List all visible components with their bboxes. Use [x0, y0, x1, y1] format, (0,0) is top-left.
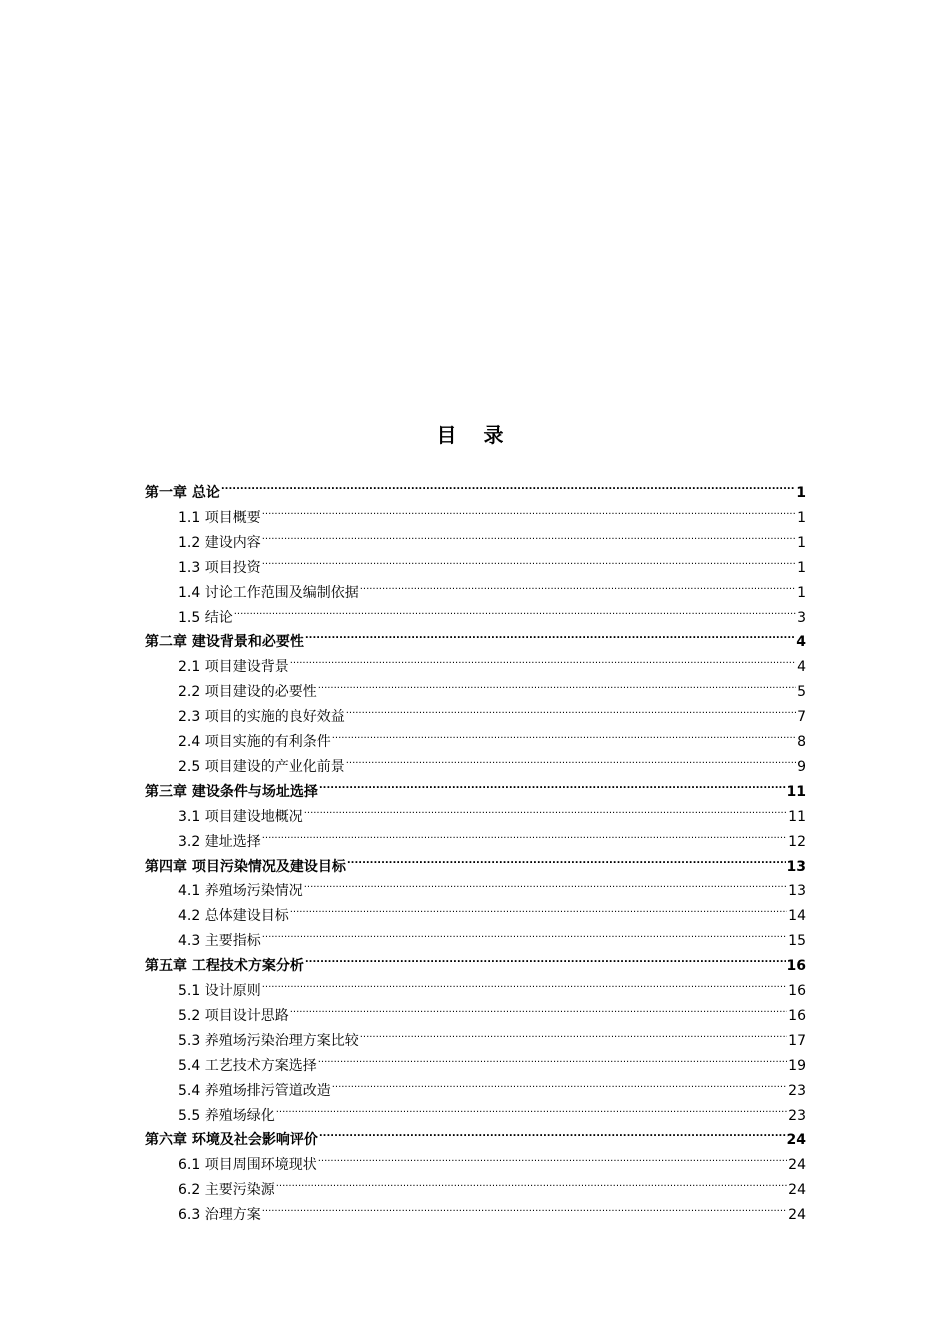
toc-page-number: 12 [788, 833, 806, 850]
toc-chapter-entry[interactable] [145, 622, 806, 651]
toc-section-entry[interactable] [178, 697, 806, 726]
toc-entry-label: 第六章 环境及社会影响评价 [145, 1132, 318, 1149]
toc-page-number: 23 [788, 1082, 806, 1099]
toc-entry-label: 4.1 养殖场污染情况 [178, 883, 303, 900]
toc-entry-label: 1.4 讨论工作范围及编制依据 [178, 584, 359, 601]
toc-page-number: 13 [788, 883, 806, 900]
toc-page-number: 14 [788, 908, 806, 925]
toc-page-number: 1 [797, 559, 806, 576]
toc-dot-leader [262, 971, 787, 995]
toc-entry-label: 5.1 设计原则 [178, 983, 261, 999]
toc-dot-leader [332, 1071, 787, 1095]
toc-dot-leader [221, 473, 795, 497]
toc-dot-leader [304, 797, 787, 821]
toc-page-number: 24 [788, 1207, 806, 1224]
toc-chapter-entry[interactable] [145, 946, 806, 975]
toc-dot-leader [305, 622, 795, 646]
toc-entry-label: 2.3 项目的实施的良好效益 [178, 709, 345, 726]
toc-dot-leader [234, 598, 796, 622]
toc-entry-label: 6.2 主要污染源 [178, 1182, 275, 1199]
toc-dot-leader [290, 996, 787, 1020]
toc-page-number: 16 [788, 1007, 806, 1024]
toc-entry-label: 6.1 项目周围环境现状 [178, 1157, 317, 1174]
toc-entry-label: 4.3 主要指标 [178, 933, 261, 950]
toc-entry-label: 2.5 项目建设的产业化前景 [178, 758, 345, 775]
toc-entry-label: 3.2 建址选择 [178, 833, 261, 850]
toc-dot-leader [346, 747, 796, 771]
toc-section-entry[interactable] [178, 573, 806, 601]
toc-dot-leader [360, 1021, 787, 1045]
toc-page-number: 16 [788, 983, 806, 999]
toc-page-number: 11 [788, 808, 806, 825]
toc-page-number: 15 [788, 933, 806, 950]
toc-entry-label: 3.1 项目建设地概况 [178, 808, 303, 825]
toc-dot-leader [276, 1170, 787, 1194]
toc-page-number: 4 [797, 659, 806, 676]
toc-page-number: 11 [786, 783, 806, 800]
toc-dot-leader [318, 672, 796, 696]
toc-page-number: 24 [788, 1182, 806, 1199]
toc-dot-leader [318, 1046, 787, 1070]
toc-page-number: 1 [797, 509, 806, 526]
toc-section-entry[interactable] [178, 1195, 806, 1224]
toc-section-entry[interactable] [178, 996, 806, 1024]
toc-dot-leader [332, 722, 796, 746]
toc-page-number: 9 [797, 758, 806, 775]
toc-dot-leader [290, 896, 787, 920]
toc-chapter-entry[interactable] [145, 847, 806, 875]
toc-section-entry[interactable] [178, 523, 806, 551]
toc-entry-label: 4.2 总体建设目标 [178, 908, 289, 925]
toc-page-number: 1 [796, 485, 806, 501]
toc-entry-label: 2.2 项目建设的必要性 [178, 684, 317, 701]
toc-entry-label: 5.3 养殖场污染治理方案比较 [178, 1032, 359, 1049]
toc-page-number: 17 [788, 1032, 806, 1049]
toc-entry-label: 6.3 治理方案 [178, 1207, 261, 1224]
toc-chapter-entry[interactable] [145, 473, 806, 501]
toc-entry-label: 5.2 项目设计思路 [178, 1007, 289, 1024]
toc-section-entry[interactable] [178, 722, 806, 750]
toc-section-entry[interactable] [178, 672, 806, 701]
toc-page-number: 24 [788, 1157, 806, 1174]
toc-dot-leader [305, 946, 786, 970]
toc-section-entry[interactable] [178, 647, 806, 676]
toc-section-entry[interactable] [178, 1170, 806, 1199]
toc-page-number: 24 [786, 1132, 806, 1149]
toc-section-entry[interactable] [178, 498, 806, 526]
toc-page-number: 19 [788, 1057, 806, 1074]
toc-section-entry[interactable] [178, 598, 806, 626]
toc-entry-label: 第五章 工程技术方案分析 [145, 958, 304, 975]
toc-entry-label: 第二章 建设背景和必要性 [145, 634, 304, 651]
toc-page-number: 8 [797, 734, 806, 750]
toc-entry-label: 1.5 结论 [178, 609, 233, 626]
toc-entry-label: 第三章 建设条件与场址选择 [145, 783, 318, 800]
toc-page-number: 1 [797, 534, 806, 551]
toc-page-number: 23 [788, 1107, 806, 1124]
toc-section-entry[interactable] [178, 1021, 806, 1049]
toc-dot-leader [276, 1096, 787, 1120]
toc-dot-leader [318, 1145, 787, 1169]
toc-dot-leader [304, 871, 787, 895]
toc-dot-leader [262, 498, 796, 522]
toc-dot-leader [262, 523, 796, 547]
toc-entry-label: 1.2 建设内容 [178, 534, 261, 551]
toc-page-number: 3 [797, 609, 806, 626]
toc-entry-label: 第四章 项目污染情况及建设目标 [145, 858, 346, 875]
toc-dot-leader [290, 647, 796, 671]
toc-dot-leader [347, 847, 786, 871]
toc-page-number: 5 [797, 684, 806, 701]
toc-chapter-entry[interactable] [145, 772, 806, 800]
toc-section-entry[interactable] [178, 747, 806, 775]
toc-section-entry[interactable] [178, 797, 806, 825]
toc-entry-label: 5.4 养殖场排污管道改造 [178, 1082, 331, 1099]
toc-entry-label: 5.4 工艺技术方案选择 [178, 1057, 317, 1074]
toc-section-entry[interactable] [178, 1071, 806, 1099]
toc-section-entry[interactable] [178, 971, 806, 999]
toc-section-entry[interactable] [178, 871, 806, 900]
toc-entry-label: 2.1 项目建设背景 [178, 659, 289, 676]
toc-section-entry[interactable] [178, 1096, 806, 1124]
toc-section-entry[interactable] [178, 822, 806, 850]
toc-title: 目 录 [436, 423, 514, 447]
toc-entry-label: 2.4 项目实施的有利条件 [178, 734, 331, 750]
toc-page-number: 13 [786, 858, 806, 875]
toc-page-number: 4 [796, 634, 806, 651]
toc-section-entry[interactable] [178, 921, 806, 950]
toc-chapter-entry[interactable] [145, 1120, 806, 1149]
toc-dot-leader [262, 548, 796, 572]
toc-dot-leader [262, 921, 787, 945]
toc-section-entry[interactable] [178, 896, 806, 925]
toc-dot-leader [262, 1195, 787, 1219]
toc-entry-label: 1.3 项目投资 [178, 559, 261, 576]
toc-dot-leader [360, 573, 796, 597]
toc-page-number: 7 [797, 709, 806, 726]
toc-dot-leader [346, 697, 796, 721]
toc-page-number: 1 [797, 584, 806, 601]
toc-dot-leader [319, 772, 786, 796]
toc-page-number: 16 [786, 958, 806, 975]
toc-dot-leader [262, 822, 787, 846]
toc-section-entry[interactable] [178, 548, 806, 576]
toc-entry-label: 1.1 项目概要 [178, 509, 261, 526]
toc-section-entry[interactable] [178, 1145, 806, 1174]
toc-entry-label: 第一章 总论 [145, 485, 220, 501]
toc-entry-label: 5.5 养殖场绿化 [178, 1107, 275, 1124]
toc-section-entry[interactable] [178, 1046, 806, 1074]
toc-dot-leader [319, 1120, 786, 1144]
